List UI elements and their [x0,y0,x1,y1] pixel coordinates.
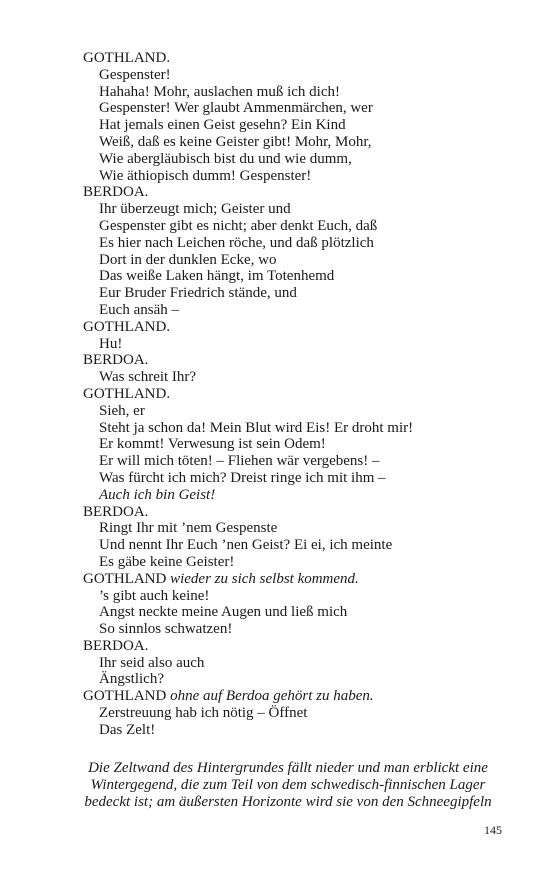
speaker-name: GOTHLAND. [83,318,171,335]
verse-line: So sinnlos schwatzen! [99,621,233,638]
verse-line: Eur Bruder Friedrich stände, und [99,285,297,302]
verse-line: Sieh, er [99,402,145,419]
verse-line: Das weiße Laken hängt, im Totenhemd [99,268,335,285]
speaker-line [83,638,503,655]
verse-line: Es hier nach Leichen röche, und daß plötzlich [99,234,374,251]
verse-line: Was fürcht ich mich? Dreist ringe ich mit ihm – [99,469,386,486]
speaker-direction: wieder zu sich selbst kommend. [170,570,359,587]
verse-line: Er kommt! Verwesung ist sein Odem! [99,436,326,453]
verse-line: Ängstlich? [99,671,164,688]
verse-line: Steht ja schon da! Mein Blut wird Eis! Er droht mir! [99,419,414,436]
verse-line: Ihr überzeugt mich; Geister und [99,201,291,218]
speaker-line [83,504,503,521]
speaker-name: BERDOA. [83,503,149,520]
verse-line: ’s gibt auch keine! [99,587,210,604]
verse-line: Und nennt Ihr Euch ’nen Geist? Ei ei, ich meinte [99,537,393,554]
dialogue-block [83,50,503,739]
stage-direction-line: Wintergegend, die zum Teil von dem schwedisch-finnischen Lager [90,776,486,793]
speaker-line [83,688,503,705]
speaker-line [83,50,503,67]
verse-line: Wie äthiopisch dumm! Gespenster! [99,167,312,184]
stage-direction-line: Die Zeltwand des Hintergrundes fällt nieder und man erblickt eine [88,760,488,776]
speaker-line [83,571,503,588]
speaker-line [83,352,503,369]
verse-line: Auch ich bin Geist! [99,486,216,503]
speaker-name: BERDOA. [83,637,149,654]
verse-line: Weiß, daß es keine Geister gibt! Mohr, Mohr, [99,133,372,150]
verse-line: Dort in der dunklen Ecke, wo [99,251,277,268]
speaker-name: GOTHLAND [83,688,167,705]
verse-line: Hu! [99,335,123,352]
verse-line: Gespenster! Wer glaubt Ammenmärchen, wer [99,100,373,117]
verse-line: Angst neckte meine Augen und ließ mich [99,604,348,621]
verse-line: Euch ansäh – [99,301,179,318]
verse-line: Er will mich töten! – Fliehen wär vergebens! – [99,453,380,470]
stage-direction [78,760,498,810]
verse-line: Ringt Ihr mit ’nem Gespenste [99,520,278,537]
stage-direction-line: bedeckt ist; am äußersten Horizonte wird sie von den Schneegipfeln [84,793,492,810]
speaker-name: GOTHLAND [83,570,167,587]
verse-line: Ihr seid also auch [99,654,205,671]
speaker-name: GOTHLAND. [83,385,171,402]
speaker-line [83,386,503,403]
verse-line: Das Zelt! [99,721,156,738]
speaker-line [83,319,503,336]
verse-line: Zerstreuung hab ich nötig – Öffnet [99,705,308,722]
speaker-name: GOTHLAND. [83,50,171,66]
verse-line: Hahaha! Mohr, auslachen muß ich dich! [99,83,340,100]
verse-line: Es gäbe keine Geister! [99,553,235,570]
speaker-name: BERDOA. [83,352,149,369]
speaker-line [83,184,503,201]
verse-line: Hat jemals einen Geist gesehn? Ein Kind [99,117,346,134]
verse-line: Gespenster! [99,66,171,83]
verse-line: Gespenster gibt es nicht; aber denkt Euch, daß [99,217,378,234]
page-number: 145 [484,823,502,837]
speaker-name: BERDOA. [83,184,149,201]
verse-line: Was schreit Ihr? [99,369,197,386]
speaker-direction: ohne auf Berdoa gehört zu haben. [170,688,374,705]
verse-line: Wie abergläubisch bist du und wie dumm, [99,150,352,167]
